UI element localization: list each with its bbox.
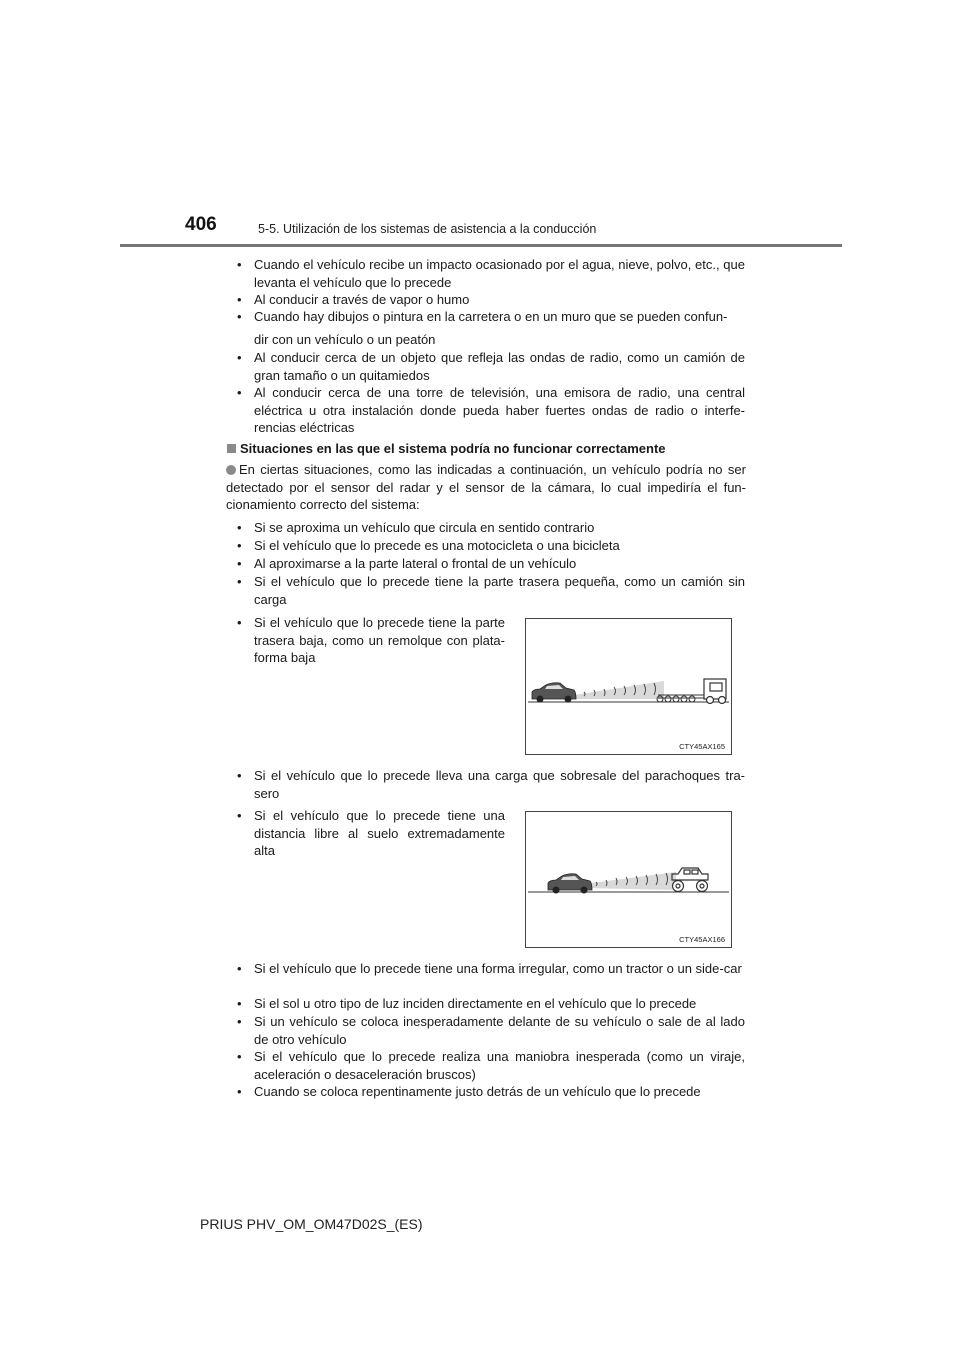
bullet-dot: •	[237, 1014, 242, 1029]
list-item: • Al conducir a través de vapor o humo	[237, 292, 470, 307]
bullet-dot: •	[237, 292, 242, 307]
list-item: • Si el vehículo que lo precede es una motocicleta o una bicicleta	[237, 538, 620, 553]
page-number: 406	[185, 214, 217, 235]
bullet-dot: •	[237, 350, 242, 365]
list-item: • Al conducir cerca de una torre de televisión, una emisora de radio, una central eléctrica u otra instalación donde pueda haber fuertes ondas de radio o interfe-rencias eléctricas	[237, 385, 745, 435]
bullet-dot: •	[237, 768, 242, 783]
bullet-dot: •	[237, 556, 242, 571]
list-item: • Si el vehículo que lo precede tiene la parte trasera pequeña, como un camión sin carga	[237, 574, 745, 607]
document-code: PRIUS PHV_OM_OM47D02S_(ES)	[200, 1216, 423, 1232]
high-clearance-vehicle	[672, 868, 708, 892]
square-bullet-icon	[227, 444, 236, 453]
circle-bullet-icon	[226, 465, 236, 475]
bullet-dot: •	[237, 538, 242, 553]
list-item: • Si el vehículo que lo precede tiene una forma irregular, como un tractor o un side-car	[237, 961, 742, 976]
bullet-dot: •	[237, 1084, 242, 1099]
section-title: 5-5. Utilización de los sistemas de asistencia a la conducción	[258, 222, 597, 236]
figure-label: CTY45AX166	[679, 935, 725, 944]
high-clearance-illustration	[526, 812, 731, 947]
own-car	[548, 874, 592, 894]
bullet-dot: •	[237, 996, 242, 1011]
figure-low-trailer	[525, 618, 732, 755]
bullet-dot: •	[237, 808, 242, 823]
bullet-dot: •	[237, 520, 242, 535]
list-item: • Cuando el vehículo recibe un impacto ocasionado por el agua, nieve, polvo, etc., que levanta el vehículo que lo precede	[237, 257, 745, 290]
list-item: • Cuando se coloca repentinamente justo detrás de un vehículo que lo precede	[237, 1084, 701, 1099]
list-item: • Si el vehículo que lo precede realiza una maniobra inesperada (como un viraje, aceleración o desaceleración bruscos)	[237, 1049, 745, 1082]
low-trailer-illustration	[526, 619, 731, 754]
own-car	[532, 683, 576, 703]
list-item: • Al aproximarse a la parte lateral o frontal de un vehículo	[237, 556, 577, 571]
bullet-dot: •	[237, 615, 242, 630]
list-item: • Si un vehículo se coloca inesperadamente delante de su vehículo o sale de al lado de otro vehículo	[237, 1014, 745, 1047]
bullet-dot: •	[237, 309, 242, 324]
list-item-continuation: dir con un vehículo o un peatón	[254, 332, 436, 347]
figure-label: CTY45AX165	[679, 742, 725, 751]
list-item: • Al conducir cerca de un objeto que refleja las ondas de radio, como un camión de gran tamaño o un quitamiedos	[237, 350, 745, 383]
list-item: • Si el sol u otro tipo de luz inciden directamente en el vehículo que lo precede	[237, 996, 697, 1011]
figure-high-clearance	[525, 811, 732, 948]
figure1-text: • Si el vehículo que lo precede tiene la parte trasera baja, como un remolque con plata-forma baja	[237, 615, 505, 665]
bullet-dot: •	[237, 574, 242, 589]
figure2-text: • Si el vehículo que lo precede tiene una distancia libre al suelo extremadamente alta	[237, 808, 505, 858]
truck-cab	[704, 679, 726, 704]
header-divider	[120, 244, 842, 247]
bullet-dot: •	[237, 1049, 242, 1064]
bullet-dot: •	[237, 257, 242, 272]
low-trailer	[657, 695, 704, 702]
list-item: • Si el vehículo que lo precede lleva una carga que sobresale del parachoques tra-sero	[237, 768, 745, 801]
list-item: • Cuando hay dibujos o pintura en la carretera o en un muro que se pueden confun-	[237, 309, 728, 324]
section-heading: Situaciones en las que el sistema podría no funcionar correctamente	[227, 441, 666, 456]
bullet-dot: •	[237, 961, 242, 976]
bullet-dot: •	[237, 385, 242, 400]
intro-paragraph: En ciertas situaciones, como las indicadas a continuación, un vehículo podría no ser detectado por el sensor del radar y el sensor de la cámara, lo cual impediría el fun-cionamiento correcto del sistema:	[226, 462, 746, 512]
list-item: • Si se aproxima un vehículo que circula en sentido contrario	[237, 520, 595, 535]
